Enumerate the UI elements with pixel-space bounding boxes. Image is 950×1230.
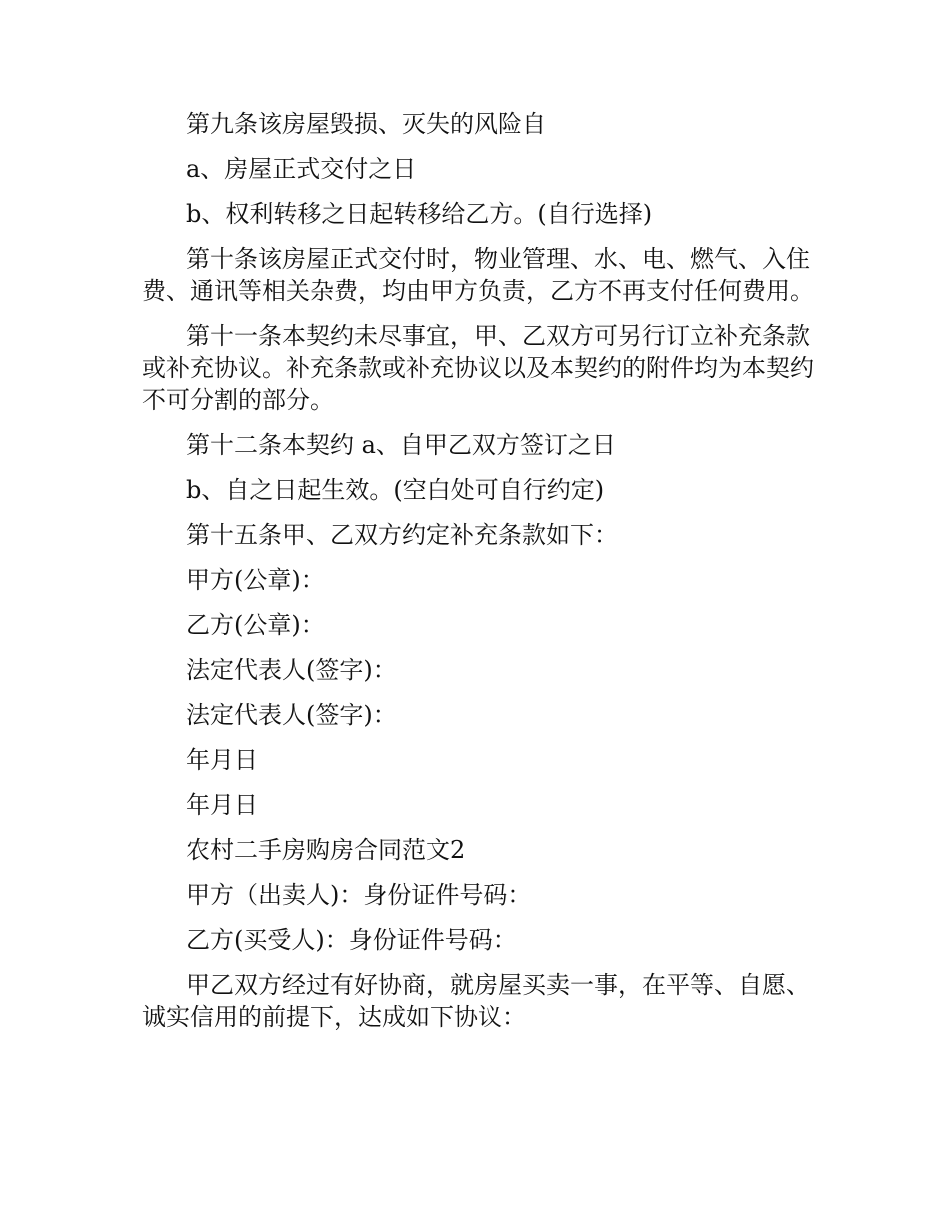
section-title-template-2: 农村二手房购房合同范文2 <box>186 836 466 864</box>
party-a-representative-signature: 法定代表人(签字)： <box>186 656 397 684</box>
party-a-seal: 甲方(公章)： <box>186 566 325 594</box>
paragraph-clause-12-option-b: b、自之日起生效。(空白处可自行约定) <box>186 476 605 504</box>
paragraph-clause-15: 第十五条甲、乙双方约定补充条款如下： <box>186 521 618 549</box>
party-b-buyer-id: 乙方(买受人)：身份证件号码： <box>186 926 517 954</box>
paragraph-clause-12: 第十二条本契约 a、自甲乙双方签订之日 <box>186 431 616 459</box>
party-b-representative-signature: 法定代表人(签字)： <box>186 701 397 729</box>
party-a-seller-id: 甲方（出卖人)：身份证件号码： <box>186 881 532 909</box>
paragraph-option-b-transfer: b、权利转移之日起转移给乙方。(自行选择) <box>186 200 653 228</box>
paragraph-agreement-intro: 甲乙双方经过有好协商，就房屋买卖一事，在平等、自愿、诚实信用的前提下，达成如下协议： <box>142 971 810 1031</box>
paragraph-clause-9: 第九条该房屋毁损、灭失的风险自 <box>186 110 546 138</box>
party-b-date: 年月日 <box>186 791 258 819</box>
paragraph-option-a-delivery: a、房屋正式交付之日 <box>186 155 417 183</box>
party-a-date: 年月日 <box>186 746 258 774</box>
paragraph-clause-11: 第十一条本契约未尽事宜，甲、乙双方可另行订立补充条款或补充协议。补充条款或补充协议以及本契约的附件均为本契约不可分割的部分。 <box>142 322 814 414</box>
document-body <box>142 108 822 1046</box>
paragraph-clause-10: 第十条该房屋正式交付时，物业管理、水、电、燃气、入住费、通讯等相关杂费，均由甲方负责，乙方不再支付任何费用。 <box>142 245 814 305</box>
party-b-seal: 乙方(公章)： <box>186 611 325 639</box>
